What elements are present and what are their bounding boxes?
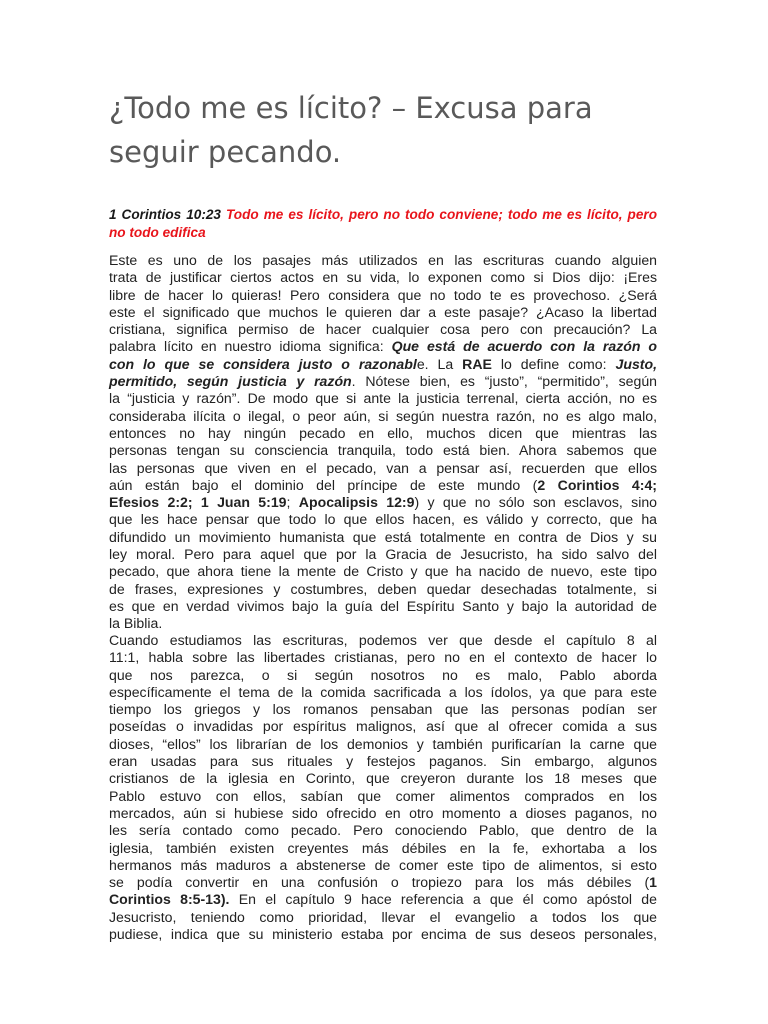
text-line: poseídas o invadidas por espíritus malignos, así que al ofrecer comida a sus xyxy=(109,718,657,735)
text-line: eran usadas para sus rituales y festejos paganos. Sin embargo, algunos xyxy=(109,753,657,770)
definition-emphasis: Justo, xyxy=(615,355,658,372)
text-line: Cuando estudiamos las escrituras, podemos ver que desde el capítulo 8 al xyxy=(109,632,657,648)
text-line: dioses, “ellos” los librarían de los demonios y también purificarían la carne que xyxy=(109,735,657,752)
text-line: cristiana, significa permiso de hacer cualquier cosa pero con precaución? La xyxy=(109,321,657,338)
text-line xyxy=(109,338,657,355)
scripture-reference: Corintios 8:5-13). xyxy=(109,891,230,908)
text-line: iglesia, también existen creyentes más débiles en la fe, exhortaba a los xyxy=(109,839,657,856)
text-line: Jesucristo, teniendo como prioridad, llevar el evangelio a todos los que xyxy=(109,908,657,925)
verse-text: Todo me es lícito, pero no todo conviene; todo me es lícito, pero no todo edifica xyxy=(109,207,657,240)
scripture-reference: 1 xyxy=(649,874,657,891)
scripture-reference: Apocalipsis 12:9 xyxy=(298,494,415,511)
page-title: ¿Todo me es lícito? – Excusa para seguir pecando. xyxy=(109,91,593,169)
text-run: . Nótese bien, es “justo”, “permitido”, según xyxy=(351,373,657,390)
text-line: consideraba ilícita o ilegal, o peor aún, si según nuestra razón, no es algo malo, xyxy=(109,407,657,424)
text-line xyxy=(109,874,657,891)
text-line: 11:1, habla sobre las libertades cristianas, pero no en el contexto de hacer lo xyxy=(109,649,657,666)
text-run: palabra lícito en nuestro idioma significa: xyxy=(109,338,392,355)
rae-label: RAE xyxy=(462,355,492,372)
text-line: la Biblia. xyxy=(109,615,163,632)
text-line: hermanos más maduros a abstenerse de comer este tipo de alimentos, si esto xyxy=(109,856,657,873)
paragraph-1 xyxy=(109,252,657,633)
text-run: ) y que no sólo son esclavos, sino xyxy=(414,494,657,511)
text-line: Este es uno de los pasajes más utilizados en las escrituras cuando alguien xyxy=(109,252,657,268)
text-line: la “justicia y razón”. De modo que si ante la justicia terrenal, cierta acción, no es xyxy=(109,390,657,407)
scripture-reference: Efesios 2:2; 1 Juan 5:19 xyxy=(109,494,287,511)
text-line: Pablo estuvo con ellos, sabían que comer alimentos comprados en los xyxy=(109,787,657,804)
text-line xyxy=(109,356,657,373)
text-line: ley moral. Pero para aquel que por la Gracia de Jesucristo, ha sido salvo del xyxy=(109,546,657,563)
text-line: pudiese, indica que su ministerio estaba por encima de sus deseos personales, xyxy=(109,926,657,943)
text-line: trata de justificar ciertos actos en su vida, lo exponen como si Dios dijo: ¡Eres xyxy=(109,269,657,286)
text-run: ; xyxy=(286,494,299,511)
text-run: aún están bajo el dominio del príncipe de este mundo ( xyxy=(109,476,538,493)
text-line: les sería contado como pecado. Pero conociendo Pablo, que dentro de la xyxy=(109,822,657,839)
text-line: que les hace pensar que todo lo que ellos hacen, es válido y correcto, que ha xyxy=(109,511,657,528)
text-line xyxy=(109,373,657,390)
text-line: que nos parezca, o si según nosotros no es malo, Pablo aborda xyxy=(109,666,657,683)
text-line: cristianos de la iglesia en Corinto, que creyeron durante los 18 meses que xyxy=(109,770,657,787)
text-line: personas tengan su consciencia tranquila, todo está bien. Ahora sabemos que xyxy=(109,442,657,459)
text-line xyxy=(109,477,657,494)
scripture-reference: 2 Corintios 4:4; xyxy=(537,476,657,493)
verse-quote xyxy=(109,206,657,241)
text-line: este el significado que muchos le quieren dar a este pasaje? ¿Acaso la libertad xyxy=(109,303,657,320)
definition-emphasis: con lo que se considera justo o razonabl xyxy=(109,355,417,372)
text-line: tiempo los griegos y los romanos pensaban que las personas podían ser xyxy=(109,701,657,718)
text-run: En el capítulo 9 hace referencia a que él como apóstol de xyxy=(229,891,657,908)
text-line: de frases, expresiones y costumbres, deben quedar desechadas totalmente, si xyxy=(109,580,657,597)
text-line: libre de hacer lo quieras! Pero considera que no todo te es provechoso. ¿Será xyxy=(109,286,657,303)
text-line xyxy=(109,891,657,908)
paragraph-2 xyxy=(109,632,657,943)
verse-reference: 1 Corintios 10:23 xyxy=(109,207,221,222)
text-line: pecado, que ahora tiene la mente de Cristo y que ha nacido de nuevo, este tipo xyxy=(109,563,657,580)
definition-emphasis: Que está de acuerdo con la razón o xyxy=(391,338,658,355)
text-line: las personas que viven en el pecado, van a pensar así, recuerden que ellos xyxy=(109,459,657,476)
text-run: e. La xyxy=(416,355,463,372)
text-line: entonces no hay ningún pecado en ello, muchos dicen que mientras las xyxy=(109,424,657,441)
text-line: mercados, aún si hubiese sido ofrecido en otro momento a dioses paganos, no xyxy=(109,804,657,821)
text-line: es que en verdad vivimos bajo la guía del Espíritu Santo y bajo la autoridad de xyxy=(109,597,657,614)
definition-emphasis: permitido, según justicia y razón xyxy=(109,373,352,390)
text-run: lo define como: xyxy=(491,355,616,372)
text-line xyxy=(109,494,657,511)
text-line: difundido un movimiento humanista que está totalmente en contra de Dios y su xyxy=(109,528,657,545)
text-run: se podía convertir en una confusión o tropiezo para los más débiles ( xyxy=(109,874,650,891)
text-line: específicamente el tema de la comida sacrificada a los ídolos, ya que para este xyxy=(109,683,657,700)
